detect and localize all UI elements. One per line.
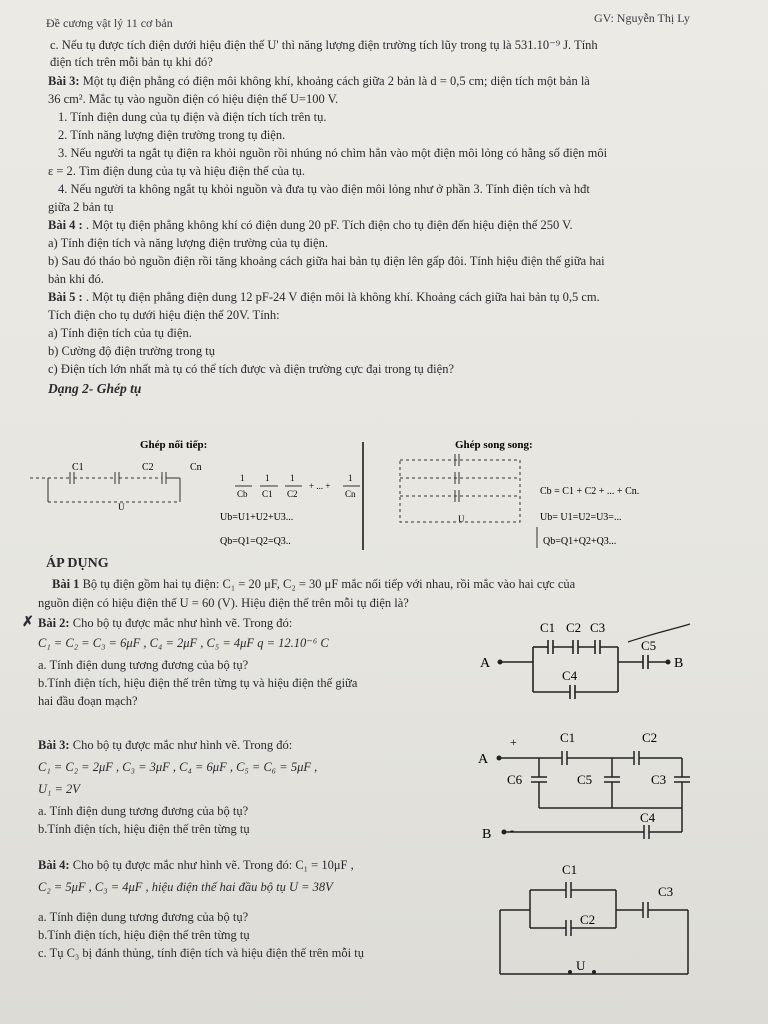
series-u-label: U — [118, 502, 125, 512]
bai5-line-1 — [48, 290, 600, 304]
header-left: Đề cương vật lý 11 cơ bản — [46, 16, 173, 30]
ex2-c2-label: C2 — [566, 620, 582, 635]
ex1-title: Bài 1 — [52, 577, 80, 591]
bai4a-line-1 — [48, 218, 573, 232]
ex3-c2-label: C2 — [642, 730, 658, 745]
bai3a-q3b: ε = 2. Tìm điện dung của tụ và hiệu điện thế của tụ. — [48, 164, 306, 178]
ex3-node-a: A — [478, 752, 489, 767]
ex2-b2: hai đầu đoạn mạch? — [38, 694, 138, 708]
ex3-a: a. Tính điện dung tương đương của bộ tụ? — [38, 804, 249, 818]
bai3a-q2: 2. Tính năng lượng điện trường trong tụ điện. — [58, 128, 286, 142]
bai5-text: . Một tụ điện phẳng điện dung 12 pF-24 V điện môi là không khí. Khoảng cách giữa hai bản tụ 0,5 cm. — [85, 290, 600, 304]
ex4-c2-label: C2 — [580, 912, 596, 927]
ex1-line-2: nguồn điện có hiệu điện thế U = 60 (V). Hiệu điện thế trên mỗi tụ điện là? — [38, 596, 409, 610]
parallel-title: Ghép song song: — [455, 439, 533, 451]
ex3-text: Cho bộ tụ được mắc như hình vẽ. Trong đó: — [72, 738, 293, 752]
series-c2-label: C2 — [142, 462, 154, 473]
formula-dots: + ... + — [309, 481, 331, 491]
series-title: Ghép nối tiếp: — [140, 439, 208, 451]
ex3-values: C₁ = C₂ = 2μF , C₃ = 3μF , C₄ = 6μF , C₅ = C₆ = 5μF , — [38, 760, 318, 774]
ex4-c3-label: C3 — [658, 884, 674, 899]
ex3-u1: U₁ = 2V — [38, 782, 80, 796]
ex4-text: Cho bộ tụ được mắc như hình vẽ. Trong đó: C₁ = 10μF , — [72, 858, 354, 872]
ex3-c6-label: C6 — [507, 772, 523, 787]
ex2-b: b.Tính điện tích, hiệu điện thế trên từng tụ và hiệu điện thế giữa — [38, 676, 358, 690]
formula-c1: C1 — [262, 489, 273, 499]
bai3a-line-2: 36 cm². Mắc tụ vào nguồn điện có hiệu điện thế U=100 V. — [48, 92, 339, 106]
bai3a-q1: 1. Tính điện dung của tụ điện và điện tích tích trên tụ. — [58, 110, 327, 124]
bai3a-q4b: giữa 2 bản tụ — [48, 200, 114, 214]
ex2-node-b: B — [674, 656, 684, 671]
ex2-node-a: A — [480, 656, 491, 671]
ex3-plus: + — [510, 735, 517, 749]
bai4a-b2: bản khi đó. — [48, 272, 104, 286]
star-mark: ✗ — [22, 615, 34, 630]
ex2-title: Bài 2: — [38, 616, 70, 630]
ex4-title: Bài 4: — [38, 858, 70, 872]
ex3-c3-label: C3 — [651, 772, 667, 787]
parallel-q-formula: Qb=Q1+Q2+Q3... — [543, 536, 617, 547]
formula-cb: Cb — [237, 489, 248, 499]
bai3a-q4: 4. Nếu người ta không ngắt tụ khỏi nguồn và đưa tụ vào điện môi lỏng như ở phần 3. Tính điện tích và hđt — [58, 182, 590, 196]
ex4-c1-label: C1 — [562, 862, 578, 877]
bai5-line-2: Tích điện cho tụ dưới hiệu điện thế 20V. Tính: — [48, 308, 280, 322]
ex2-line-1 — [38, 616, 292, 630]
formula-c2: C2 — [287, 489, 298, 499]
bai4a-a: a) Tính điện tích và năng lượng điện trường của tụ điện. — [48, 236, 328, 250]
ex2-circuit — [478, 612, 728, 712]
ex3-c5-label: C5 — [577, 772, 593, 787]
ex1-line-1 — [52, 577, 575, 591]
ex3-c1-label: C1 — [560, 730, 576, 745]
bai4a-title: Bài 4 : — [48, 218, 83, 232]
ex3-minus: - — [510, 823, 514, 837]
ex4-a: a. Tính điện dung tương đương của bộ tụ? — [38, 910, 249, 924]
section-dang-2: Dạng 2- Ghép tụ — [48, 381, 142, 396]
ex1-text: Bộ tụ điện gồm hai tụ điện: C₁ = 20 μF, C₂ = 30 μF mắc nối tiếp với nhau, rồi mắc vào hai cực của — [82, 577, 576, 591]
section-apdung: ÁP DỤNG — [46, 556, 109, 571]
series-c1-label: C1 — [72, 462, 84, 473]
theory-diagram — [30, 430, 750, 555]
top-line-2: điện tích trên mỗi bản tụ khi đó? — [50, 55, 213, 69]
bai5-a: a) Tính điện tích của tụ điện. — [48, 326, 192, 340]
bai5-b: b) Cường độ điện trường trong tụ — [48, 344, 216, 358]
ex2-text: Cho bộ tụ được mắc như hình vẽ. Trong đó: — [72, 616, 293, 630]
ex4-line-1 — [38, 858, 354, 872]
series-cn-label: Cn — [190, 462, 202, 473]
top-line-1: c. Nếu tụ được tích điện dưới hiệu điện thế U' thì năng lượng điện trường tích lũy trong tụ là 531.10⁻⁹ J. Tính — [50, 38, 598, 52]
ex4-line-2: C₂ = 5μF , C₃ = 4μF , hiệu điện thế hai đầu bộ tụ U = 38V — [38, 880, 333, 894]
ex4-circuit — [488, 852, 708, 982]
formula-num-1: 1 — [265, 473, 270, 483]
formula-num-n: 1 — [348, 473, 353, 483]
ex4-u-label: U — [576, 958, 586, 973]
bai5-title: Bài 5 : — [48, 290, 83, 304]
bai5-c: c) Điện tích lớn nhất mà tụ có thể tích được và điện trường cực đại trong tụ điện? — [48, 362, 455, 376]
bai4a-b: b) Sau đó tháo bỏ nguồn điện rồi tăng khoảng cách giữa hai bản tụ điện lên gấp đôi. Tính hiệu điện thế giữa hai — [48, 254, 605, 268]
header-right: GV: Nguyễn Thị Ly — [594, 11, 690, 25]
ex4-b: b.Tính điện tích, hiệu điện thế trên từng tụ — [38, 928, 250, 942]
parallel-c-formula: Cb = C1 + C2 + ... + Cn. — [540, 486, 640, 497]
bai3a-line-1 — [48, 74, 590, 88]
parallel-u-formula: Ub= U1=U2=U3=... — [540, 512, 622, 523]
series-u-formula: Ub=U1+U2+U3... — [220, 512, 294, 523]
ex2-c3-label: C3 — [590, 620, 606, 635]
ex4-c: c. Tụ C₃ bị đánh thủng, tính điện tích và hiệu điện thế trên mỗi tụ — [38, 946, 364, 960]
ex2-values: C₁ = C₂ = C₃ = 6μF , C₄ = 2μF , C₅ = 4μF q = 12.10⁻⁶ C — [38, 636, 329, 650]
ex2-a: a. Tính điện dung tương đương của bộ tụ? — [38, 658, 249, 672]
ex3-c4-label: C4 — [640, 810, 656, 825]
bai4a-text: . Một tụ điện phẳng không khí có điện dung 20 pF. Tích điện cho tụ điện đến hiệu điện thế 250 V. — [85, 218, 573, 232]
parallel-u-label: U — [458, 514, 465, 524]
formula-cn: Cn — [345, 489, 356, 499]
ex2-c1-label: C1 — [540, 620, 556, 635]
bai3a-title: Bài 3: — [48, 74, 80, 88]
ex2-c5-label: C5 — [641, 638, 657, 653]
formula-num-2: 1 — [290, 473, 295, 483]
ex3-node-b: B — [482, 827, 492, 841]
series-q-formula: Qb=Q1=Q2=Q3.. — [220, 536, 291, 547]
ex3-title: Bài 3: — [38, 738, 70, 752]
bai3a-text: Một tụ điện phẳng có điện môi không khí, khoảng cách giữa 2 bản là d = 0,5 cm; diện tích một bản là — [82, 74, 590, 88]
ex3-circuit — [474, 726, 704, 841]
ex3-line-1 — [38, 738, 292, 752]
formula-num-0: 1 — [240, 473, 245, 483]
bai3a-q3: 3. Nếu người ta ngắt tụ điện ra khỏi nguồn rồi nhúng nó chìm hẳn vào một điện môi lỏng có hằng số điện môi — [58, 146, 608, 160]
ex3-b: b.Tính điện tích, hiệu điện thế trên từng tụ — [38, 822, 250, 836]
ex2-c4-label: C4 — [562, 668, 578, 683]
